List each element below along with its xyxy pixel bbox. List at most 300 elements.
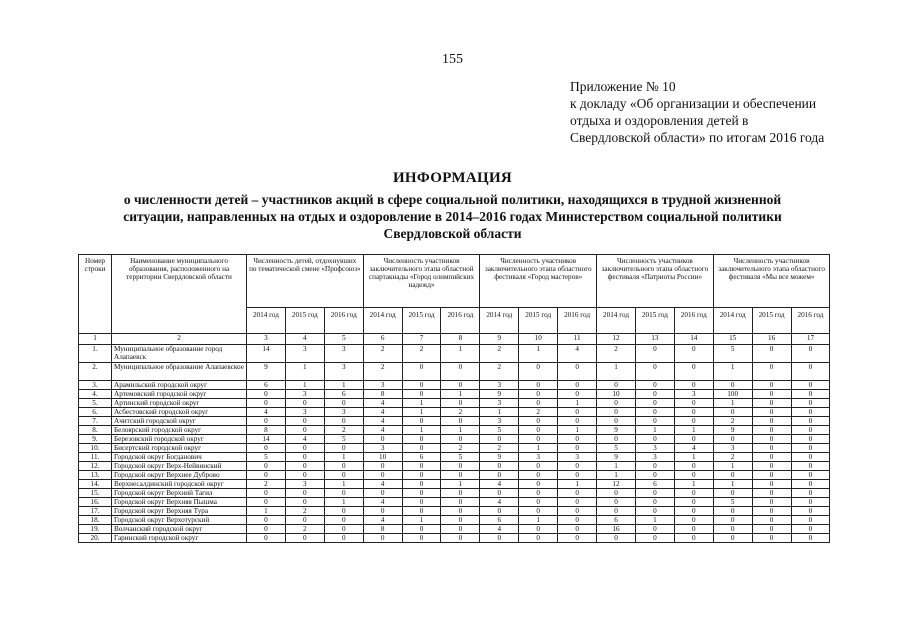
value-cell: 10 bbox=[363, 453, 402, 462]
value-cell: 0 bbox=[635, 363, 674, 381]
value-cell: 1 bbox=[558, 426, 597, 435]
value-cell: 0 bbox=[597, 399, 636, 408]
value-cell: 0 bbox=[324, 534, 363, 543]
value-cell: 5 bbox=[441, 453, 480, 462]
value-cell: 0 bbox=[519, 435, 558, 444]
value-cell: 1 bbox=[247, 507, 286, 516]
value-cell: 0 bbox=[363, 534, 402, 543]
value-cell: 0 bbox=[519, 498, 558, 507]
value-cell: 0 bbox=[402, 498, 441, 507]
value-cell: 0 bbox=[752, 516, 791, 525]
value-cell: 0 bbox=[363, 507, 402, 516]
column-number: 16 bbox=[752, 334, 791, 345]
value-cell: 0 bbox=[441, 381, 480, 390]
value-cell: 5 bbox=[597, 444, 636, 453]
table-row bbox=[79, 516, 830, 525]
column-number: 3 bbox=[247, 334, 286, 345]
value-cell: 5 bbox=[713, 345, 752, 363]
value-cell: 0 bbox=[791, 399, 830, 408]
municipality-name-cell: Муниципальное образование Алапаевское bbox=[112, 363, 247, 381]
value-cell: 0 bbox=[480, 507, 519, 516]
value-cell: 3 bbox=[285, 408, 324, 417]
value-cell: 2 bbox=[363, 345, 402, 363]
table-row bbox=[79, 507, 830, 516]
value-cell: 10 bbox=[597, 390, 636, 399]
value-cell: 4 bbox=[363, 480, 402, 489]
value-cell: 1 bbox=[635, 426, 674, 435]
column-number: 9 bbox=[480, 334, 519, 345]
value-cell: 4 bbox=[247, 408, 286, 417]
value-cell: 0 bbox=[285, 489, 324, 498]
value-cell: 8 bbox=[247, 426, 286, 435]
value-cell: 0 bbox=[402, 435, 441, 444]
value-cell: 0 bbox=[752, 489, 791, 498]
value-cell: 2 bbox=[597, 345, 636, 363]
value-cell: 0 bbox=[597, 534, 636, 543]
value-cell: 0 bbox=[402, 489, 441, 498]
value-cell: 1 bbox=[674, 453, 713, 462]
value-cell: 4 bbox=[363, 408, 402, 417]
value-cell: 0 bbox=[285, 498, 324, 507]
municipality-name-cell: Волчанский городской округ bbox=[112, 525, 247, 534]
value-cell: 0 bbox=[752, 345, 791, 363]
value-cell: 0 bbox=[752, 534, 791, 543]
value-cell: 3 bbox=[285, 390, 324, 399]
header-group: Численность участников заключительного этапа областного фестиваля «Патриоты России» bbox=[597, 255, 714, 308]
value-cell: 12 bbox=[597, 480, 636, 489]
value-cell: 0 bbox=[324, 417, 363, 426]
municipality-name-cell: Гаринский городской округ bbox=[112, 534, 247, 543]
column-number: 8 bbox=[441, 334, 480, 345]
value-cell: 0 bbox=[558, 534, 597, 543]
value-cell: 0 bbox=[285, 426, 324, 435]
municipality-name-cell: Артемовский городской округ bbox=[112, 390, 247, 399]
table-row bbox=[79, 426, 830, 435]
value-cell: 0 bbox=[519, 489, 558, 498]
table-row bbox=[79, 408, 830, 417]
value-cell: 0 bbox=[791, 444, 830, 453]
value-cell: 0 bbox=[402, 390, 441, 399]
value-cell: 3 bbox=[674, 390, 713, 399]
value-cell: 3 bbox=[285, 480, 324, 489]
municipality-name-cell: Березовский городской округ bbox=[112, 435, 247, 444]
value-cell: 1 bbox=[713, 399, 752, 408]
value-cell: 0 bbox=[441, 489, 480, 498]
value-cell: 6 bbox=[480, 516, 519, 525]
value-cell: 0 bbox=[674, 462, 713, 471]
value-cell: 0 bbox=[674, 381, 713, 390]
row-number-cell: 14. bbox=[79, 480, 112, 489]
value-cell: 16 bbox=[597, 525, 636, 534]
value-cell: 4 bbox=[363, 426, 402, 435]
value-cell: 0 bbox=[674, 399, 713, 408]
value-cell: 0 bbox=[752, 408, 791, 417]
value-cell: 3 bbox=[558, 453, 597, 462]
value-cell: 4 bbox=[363, 417, 402, 426]
value-cell: 0 bbox=[597, 507, 636, 516]
value-cell: 0 bbox=[674, 489, 713, 498]
value-cell: 1 bbox=[285, 363, 324, 381]
value-cell: 1 bbox=[558, 399, 597, 408]
value-cell: 0 bbox=[791, 498, 830, 507]
value-cell: 1 bbox=[402, 516, 441, 525]
value-cell: 0 bbox=[519, 480, 558, 489]
row-number-cell: 12. bbox=[79, 462, 112, 471]
value-cell: 0 bbox=[635, 408, 674, 417]
header-group: Численность участников заключительного этапа областного фестиваля «Город мастеров» bbox=[480, 255, 597, 308]
year-header: 2015 год bbox=[635, 308, 674, 334]
value-cell: 0 bbox=[402, 471, 441, 480]
value-cell: 0 bbox=[752, 498, 791, 507]
row-number-cell: 18. bbox=[79, 516, 112, 525]
value-cell: 0 bbox=[635, 417, 674, 426]
value-cell: 0 bbox=[558, 408, 597, 417]
value-cell: 0 bbox=[558, 444, 597, 453]
value-cell: 0 bbox=[441, 471, 480, 480]
value-cell: 0 bbox=[441, 507, 480, 516]
value-cell: 9 bbox=[597, 426, 636, 435]
row-number-cell: 4. bbox=[79, 390, 112, 399]
value-cell: 2 bbox=[285, 525, 324, 534]
value-cell: 0 bbox=[558, 516, 597, 525]
value-cell: 4 bbox=[363, 516, 402, 525]
value-cell: 2 bbox=[285, 507, 324, 516]
value-cell: 0 bbox=[363, 489, 402, 498]
value-cell: 4 bbox=[480, 498, 519, 507]
value-cell: 3 bbox=[285, 345, 324, 363]
value-cell: 2 bbox=[713, 453, 752, 462]
value-cell: 2 bbox=[363, 363, 402, 381]
value-cell: 0 bbox=[324, 444, 363, 453]
statistics-table bbox=[78, 254, 830, 543]
column-number: 7 bbox=[402, 334, 441, 345]
value-cell: 0 bbox=[674, 417, 713, 426]
value-cell: 0 bbox=[441, 534, 480, 543]
value-cell: 0 bbox=[597, 435, 636, 444]
row-number-cell: 17. bbox=[79, 507, 112, 516]
value-cell: 0 bbox=[752, 453, 791, 462]
value-cell: 0 bbox=[635, 507, 674, 516]
value-cell: 9 bbox=[247, 363, 286, 381]
value-cell: 0 bbox=[558, 435, 597, 444]
value-cell: 0 bbox=[363, 471, 402, 480]
value-cell: 0 bbox=[441, 417, 480, 426]
value-cell: 0 bbox=[480, 534, 519, 543]
value-cell: 0 bbox=[519, 390, 558, 399]
value-cell: 0 bbox=[324, 489, 363, 498]
row-number-cell: 8. bbox=[79, 426, 112, 435]
value-cell: 0 bbox=[791, 345, 830, 363]
value-cell: 0 bbox=[441, 516, 480, 525]
table-row bbox=[79, 390, 830, 399]
value-cell: 0 bbox=[791, 435, 830, 444]
municipality-name-cell: Городской округ Верхнее Дуброво bbox=[112, 471, 247, 480]
value-cell: 2 bbox=[519, 408, 558, 417]
column-number-row bbox=[79, 334, 830, 345]
value-cell: 0 bbox=[558, 462, 597, 471]
value-cell: 0 bbox=[558, 498, 597, 507]
column-number: 17 bbox=[791, 334, 830, 345]
value-cell: 3 bbox=[519, 453, 558, 462]
value-cell: 3 bbox=[480, 399, 519, 408]
value-cell: 0 bbox=[480, 471, 519, 480]
value-cell: 0 bbox=[752, 381, 791, 390]
municipality-name-cell: Городской округ Верх-Нейвинский bbox=[112, 462, 247, 471]
municipality-name-cell: Арамильский городской округ bbox=[112, 381, 247, 390]
value-cell: 0 bbox=[247, 417, 286, 426]
value-cell: 6 bbox=[597, 516, 636, 525]
value-cell: 0 bbox=[752, 480, 791, 489]
value-cell: 0 bbox=[713, 516, 752, 525]
header-group: Численность участников заключительного этапа областного фестиваля «Мы все можем» bbox=[713, 255, 830, 308]
value-cell: 8 bbox=[363, 390, 402, 399]
column-number: 1 bbox=[79, 334, 112, 345]
value-cell: 14 bbox=[247, 345, 286, 363]
value-cell: 0 bbox=[674, 525, 713, 534]
appendix-line: к докладу «Об организации и обеспечении bbox=[570, 96, 817, 111]
value-cell: 1 bbox=[441, 480, 480, 489]
value-cell: 0 bbox=[519, 363, 558, 381]
value-cell: 0 bbox=[324, 471, 363, 480]
header-row-number: Номер строки bbox=[79, 255, 112, 334]
table-row bbox=[79, 444, 830, 453]
value-cell: 1 bbox=[674, 426, 713, 435]
row-number-cell: 6. bbox=[79, 408, 112, 417]
value-cell: 2 bbox=[441, 444, 480, 453]
value-cell: 0 bbox=[674, 507, 713, 516]
value-cell: 0 bbox=[324, 462, 363, 471]
value-cell: 0 bbox=[402, 462, 441, 471]
value-cell: 3 bbox=[480, 381, 519, 390]
year-header: 2014 год bbox=[363, 308, 402, 334]
value-cell: 2 bbox=[402, 345, 441, 363]
value-cell: 0 bbox=[247, 471, 286, 480]
column-number: 10 bbox=[519, 334, 558, 345]
municipality-name-cell: Муниципальное образование город Алапаевск bbox=[112, 345, 247, 363]
municipality-name-cell: Городской округ Верхняя Тура bbox=[112, 507, 247, 516]
municipality-name-cell: Асбестовский городской округ bbox=[112, 408, 247, 417]
value-cell: 0 bbox=[791, 453, 830, 462]
column-number: 12 bbox=[597, 334, 636, 345]
value-cell: 0 bbox=[791, 462, 830, 471]
value-cell: 5 bbox=[480, 426, 519, 435]
value-cell: 1 bbox=[519, 516, 558, 525]
value-cell: 0 bbox=[674, 471, 713, 480]
value-cell: 0 bbox=[519, 534, 558, 543]
value-cell: 0 bbox=[558, 489, 597, 498]
value-cell: 0 bbox=[752, 525, 791, 534]
value-cell: 2 bbox=[713, 417, 752, 426]
value-cell: 3 bbox=[480, 417, 519, 426]
value-cell: 0 bbox=[635, 498, 674, 507]
value-cell: 0 bbox=[791, 489, 830, 498]
year-header: 2015 год bbox=[752, 308, 791, 334]
value-cell: 0 bbox=[247, 462, 286, 471]
value-cell: 0 bbox=[791, 507, 830, 516]
value-cell: 0 bbox=[791, 471, 830, 480]
year-header: 2016 год bbox=[674, 308, 713, 334]
value-cell: 0 bbox=[285, 462, 324, 471]
table-row bbox=[79, 435, 830, 444]
value-cell: 0 bbox=[791, 516, 830, 525]
value-cell: 0 bbox=[324, 507, 363, 516]
value-cell: 0 bbox=[402, 381, 441, 390]
municipality-name-cell: Верхнесалдинский городской округ bbox=[112, 480, 247, 489]
value-cell: 0 bbox=[752, 462, 791, 471]
year-header: 2014 год bbox=[597, 308, 636, 334]
value-cell: 0 bbox=[285, 516, 324, 525]
value-cell: 0 bbox=[635, 435, 674, 444]
year-header: 2016 год bbox=[441, 308, 480, 334]
value-cell: 0 bbox=[791, 408, 830, 417]
value-cell: 0 bbox=[597, 381, 636, 390]
municipality-name-cell: Ачитский городской округ bbox=[112, 417, 247, 426]
value-cell: 0 bbox=[441, 399, 480, 408]
table-row bbox=[79, 462, 830, 471]
table-header bbox=[79, 255, 830, 334]
value-cell: 0 bbox=[635, 525, 674, 534]
table-row bbox=[79, 489, 830, 498]
value-cell: 1 bbox=[441, 345, 480, 363]
value-cell: 0 bbox=[752, 399, 791, 408]
row-number-cell: 11. bbox=[79, 453, 112, 462]
value-cell: 3 bbox=[713, 444, 752, 453]
column-number: 14 bbox=[674, 334, 713, 345]
value-cell: 1 bbox=[441, 390, 480, 399]
value-cell: 2 bbox=[324, 426, 363, 435]
value-cell: 1 bbox=[324, 498, 363, 507]
value-cell: 5 bbox=[324, 435, 363, 444]
value-cell: 0 bbox=[247, 399, 286, 408]
header-name: Наименование муниципального образования, расположенного на территории Свердловской области bbox=[112, 255, 247, 334]
year-header: 2015 год bbox=[285, 308, 324, 334]
value-cell: 0 bbox=[519, 399, 558, 408]
value-cell: 0 bbox=[791, 480, 830, 489]
column-number: 13 bbox=[635, 334, 674, 345]
municipality-name-cell: Бисертский городской округ bbox=[112, 444, 247, 453]
value-cell: 0 bbox=[247, 489, 286, 498]
value-cell: 0 bbox=[480, 435, 519, 444]
value-cell: 0 bbox=[363, 435, 402, 444]
table-row bbox=[79, 417, 830, 426]
subtitle-line: о численности детей – участников акций в сфере социальной политики, находящихся в трудной жизненной bbox=[123, 192, 782, 207]
table-row bbox=[79, 399, 830, 408]
value-cell: 0 bbox=[402, 444, 441, 453]
value-cell: 0 bbox=[519, 525, 558, 534]
value-cell: 1 bbox=[324, 480, 363, 489]
header-group: Численность участников заключительного этапа областной спартакиады «Город олимпийских надежд» bbox=[363, 255, 480, 308]
value-cell: 0 bbox=[635, 462, 674, 471]
value-cell: 0 bbox=[285, 417, 324, 426]
value-cell: 1 bbox=[441, 426, 480, 435]
value-cell: 4 bbox=[363, 498, 402, 507]
value-cell: 0 bbox=[558, 390, 597, 399]
subtitle-line: Свердловской области bbox=[383, 226, 522, 241]
value-cell: 1 bbox=[402, 408, 441, 417]
appendix-line: Приложение № 10 bbox=[570, 79, 676, 94]
value-cell: 0 bbox=[674, 363, 713, 381]
value-cell: 4 bbox=[363, 399, 402, 408]
value-cell: 1 bbox=[402, 426, 441, 435]
value-cell: 9 bbox=[480, 453, 519, 462]
value-cell: 0 bbox=[752, 507, 791, 516]
value-cell: 3 bbox=[363, 381, 402, 390]
value-cell: 6 bbox=[247, 381, 286, 390]
value-cell: 0 bbox=[635, 381, 674, 390]
value-cell: 0 bbox=[597, 417, 636, 426]
appendix-line: Свердловской области» по итогам 2016 года bbox=[570, 130, 825, 145]
municipality-name-cell: Городской округ Верхний Тагил bbox=[112, 489, 247, 498]
value-cell: 0 bbox=[558, 471, 597, 480]
table-row bbox=[79, 480, 830, 489]
value-cell: 0 bbox=[324, 525, 363, 534]
row-number-cell: 7. bbox=[79, 417, 112, 426]
header-group: Численность детей, отдохнувших по тематической смене «Профсоюз» bbox=[247, 255, 364, 308]
value-cell: 0 bbox=[752, 390, 791, 399]
appendix-note bbox=[570, 78, 824, 146]
value-cell: 0 bbox=[713, 435, 752, 444]
value-cell: 0 bbox=[519, 381, 558, 390]
value-cell: 1 bbox=[713, 363, 752, 381]
value-cell: 3 bbox=[324, 345, 363, 363]
value-cell: 0 bbox=[791, 426, 830, 435]
value-cell: 0 bbox=[791, 525, 830, 534]
value-cell: 4 bbox=[480, 525, 519, 534]
value-cell: 1 bbox=[519, 444, 558, 453]
value-cell: 0 bbox=[752, 426, 791, 435]
value-cell: 0 bbox=[324, 399, 363, 408]
value-cell: 0 bbox=[752, 444, 791, 453]
value-cell: 0 bbox=[713, 507, 752, 516]
value-cell: 4 bbox=[480, 480, 519, 489]
value-cell: 0 bbox=[674, 498, 713, 507]
row-number-cell: 9. bbox=[79, 435, 112, 444]
value-cell: 0 bbox=[519, 417, 558, 426]
value-cell: 1 bbox=[519, 345, 558, 363]
value-cell: 8 bbox=[363, 525, 402, 534]
table-row bbox=[79, 345, 830, 363]
value-cell: 0 bbox=[519, 471, 558, 480]
value-cell: 4 bbox=[674, 444, 713, 453]
value-cell: 0 bbox=[363, 462, 402, 471]
subtitle-line: ситуации, направленных на отдых и оздоровление в 2014–2016 годах Министерством социальной политики bbox=[123, 209, 782, 224]
value-cell: 0 bbox=[441, 498, 480, 507]
value-cell: 0 bbox=[441, 363, 480, 381]
value-cell: 1 bbox=[597, 363, 636, 381]
value-cell: 0 bbox=[674, 408, 713, 417]
value-cell: 0 bbox=[752, 417, 791, 426]
value-cell: 3 bbox=[363, 444, 402, 453]
value-cell: 0 bbox=[791, 390, 830, 399]
value-cell: 1 bbox=[713, 462, 752, 471]
value-cell: 3 bbox=[324, 363, 363, 381]
value-cell: 0 bbox=[441, 462, 480, 471]
value-cell: 0 bbox=[558, 381, 597, 390]
value-cell: 0 bbox=[674, 345, 713, 363]
value-cell: 0 bbox=[635, 390, 674, 399]
value-cell: 0 bbox=[713, 489, 752, 498]
row-number-cell: 3. bbox=[79, 381, 112, 390]
value-cell: 0 bbox=[402, 525, 441, 534]
value-cell: 0 bbox=[558, 363, 597, 381]
value-cell: 2 bbox=[480, 363, 519, 381]
value-cell: 1 bbox=[285, 381, 324, 390]
row-number-cell: 13. bbox=[79, 471, 112, 480]
value-cell: 0 bbox=[402, 417, 441, 426]
year-header: 2016 год bbox=[791, 308, 830, 334]
value-cell: 0 bbox=[441, 435, 480, 444]
value-cell: 3 bbox=[324, 408, 363, 417]
